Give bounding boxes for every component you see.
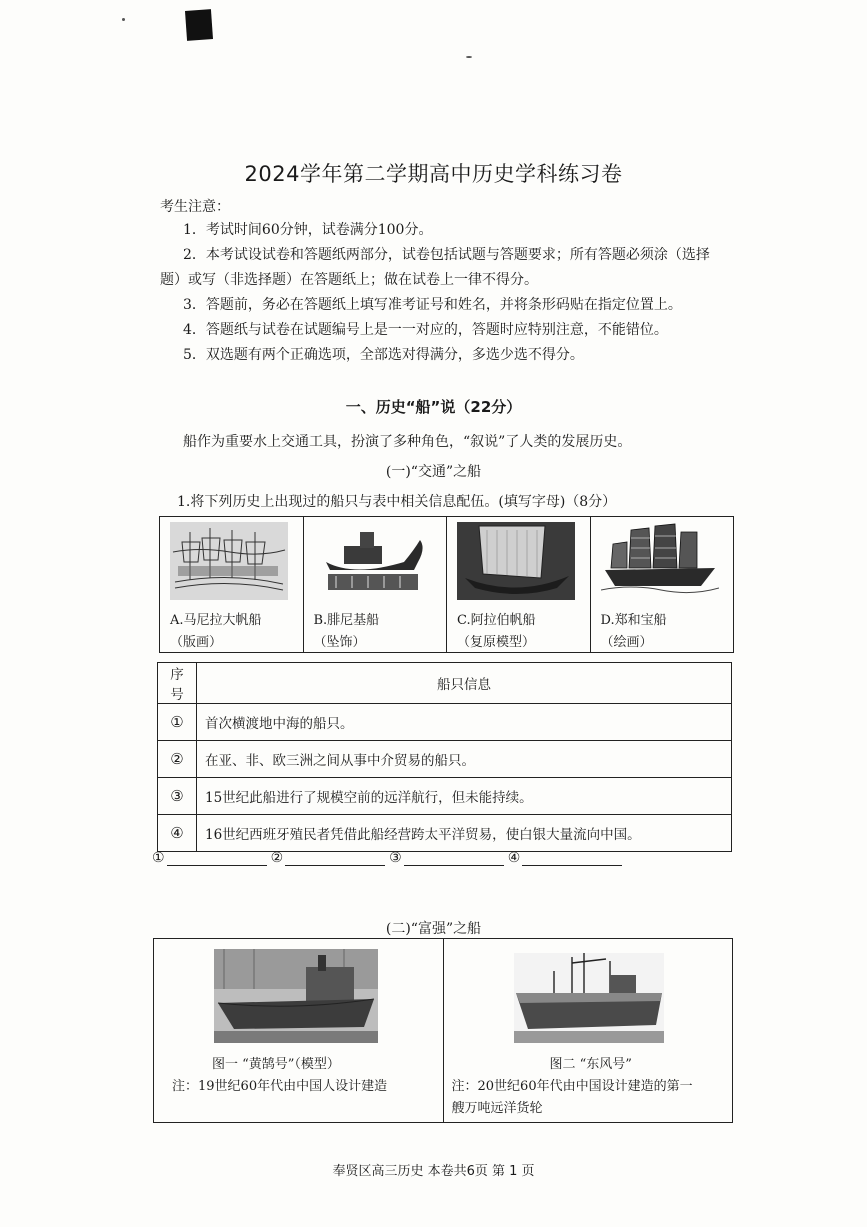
exam-title: 2024学年第二学期高中历史学科练习卷 bbox=[244, 162, 623, 186]
table-header: 船只信息 bbox=[197, 663, 732, 704]
figure-note: 艘万吨远洋货轮 bbox=[451, 1101, 543, 1116]
part2-title: (二)“富强”之船 bbox=[385, 921, 482, 937]
notice-rule: 4．答题纸与试卷在试题编号上是一一对应的，答题时应特别注意，不能错位。 bbox=[183, 322, 668, 338]
answer-marker: ③ bbox=[389, 850, 402, 866]
ship-caption bbox=[314, 610, 380, 654]
table-row bbox=[158, 704, 732, 741]
row-info: 15世纪此船进行了规模空前的远洋航行，但未能持续。 bbox=[197, 778, 732, 815]
figure-cell-1 bbox=[154, 939, 444, 1122]
figure-caption: 图二 “东风号” bbox=[549, 1057, 632, 1072]
question-1: 1.将下列历史上出现过的船只与表中相关信息配伍。(填写字母)（8分） bbox=[177, 494, 617, 510]
ship-label: B.腓尼基船 bbox=[313, 613, 380, 628]
ship-note: （版画） bbox=[170, 635, 223, 650]
ship-note: （坠饰） bbox=[313, 635, 366, 650]
row-number: ③ bbox=[158, 778, 197, 815]
ship-cell-d bbox=[591, 517, 734, 652]
row-info: 首次横渡地中海的船只。 bbox=[197, 704, 732, 741]
ship-cell-b bbox=[304, 517, 448, 652]
scan-corner-mark bbox=[185, 9, 213, 41]
treasure-ship-painting-icon bbox=[601, 522, 719, 600]
ship-info-table bbox=[157, 662, 732, 852]
ship-note: （复原模型） bbox=[457, 635, 536, 650]
section-intro: 船作为重要水上交通工具，扮演了多种角色，“叙说”了人类的发展历史。 bbox=[183, 434, 632, 450]
notice-rule: 2．本考试设试卷和答题纸两部分，试卷包括试题与答题要求；所有答题必须涂（选择 bbox=[183, 247, 710, 263]
answer-blank-4[interactable] bbox=[508, 850, 627, 866]
table-row bbox=[158, 778, 732, 815]
ship-cell-a bbox=[160, 517, 304, 652]
table-row bbox=[158, 741, 732, 778]
part1-title: (一)“交通”之船 bbox=[385, 464, 482, 480]
answer-marker: ② bbox=[270, 850, 284, 866]
answer-marker: ① bbox=[152, 850, 165, 866]
arab-dhow-model-icon bbox=[457, 522, 575, 600]
row-info: 在亚、非、欧三洲之间从事中介贸易的船只。 bbox=[197, 741, 732, 778]
steamboat-photo-icon bbox=[214, 949, 378, 1043]
ship-image-grid bbox=[159, 516, 734, 653]
answer-marker: ④ bbox=[507, 850, 521, 866]
answer-line bbox=[285, 851, 385, 866]
notice-rule: 题）或写（非选择题）在答题纸上；做在试卷上一律不得分。 bbox=[160, 272, 538, 288]
row-number: ② bbox=[158, 741, 197, 778]
answer-line bbox=[167, 851, 267, 866]
table-header: 序号 bbox=[158, 663, 197, 704]
figure-table bbox=[153, 938, 733, 1123]
answer-line bbox=[522, 851, 622, 866]
notice-rule: 3．答题前，务必在答题纸上填写准考证号和姓名，并将条形码贴在指定位置上。 bbox=[183, 297, 682, 313]
scan-speck bbox=[122, 18, 125, 21]
ship-note: （绘画） bbox=[600, 635, 653, 650]
scan-speck bbox=[466, 56, 472, 58]
row-number: ① bbox=[158, 704, 197, 741]
answer-blank-2[interactable] bbox=[271, 850, 390, 866]
ship-caption bbox=[457, 610, 536, 654]
table-row bbox=[158, 815, 732, 852]
page-footer: 奉贤区高三历史 本卷共6页 第 1 页 bbox=[332, 1164, 535, 1179]
section-title: 一、历史“船”说（22分） bbox=[345, 398, 522, 416]
row-info: 16世纪西班牙殖民者凭借此船经营跨太平洋贸易，使白银大量流向中国。 bbox=[197, 815, 732, 852]
phoenician-pendant-icon bbox=[314, 522, 432, 600]
ship-label: C.阿拉伯帆船 bbox=[457, 613, 536, 628]
figure-note: 注：19世纪60年代由中国人设计建造 bbox=[172, 1079, 388, 1094]
galleon-engraving-icon bbox=[170, 522, 288, 600]
figure-cell-2 bbox=[444, 939, 733, 1122]
notice-heading: 考生注意： bbox=[160, 199, 230, 215]
notice-rule: 1．考试时间60分钟，试卷满分100分。 bbox=[183, 222, 433, 238]
ship-label: D.郑和宝船 bbox=[600, 613, 667, 628]
answer-blank-1[interactable] bbox=[152, 850, 271, 866]
ship-caption bbox=[601, 610, 667, 654]
answer-line bbox=[404, 851, 504, 866]
figure-caption: 图一 “黄鹄号”（模型） bbox=[212, 1057, 340, 1072]
ship-cell-c bbox=[447, 517, 591, 652]
table-header-row bbox=[158, 663, 732, 704]
row-number: ④ bbox=[158, 815, 197, 852]
ship-caption bbox=[170, 610, 262, 654]
answer-blank-3[interactable] bbox=[389, 850, 508, 866]
ship-label: A.马尼拉大帆船 bbox=[170, 613, 262, 628]
cargo-ship-photo-icon bbox=[514, 953, 664, 1043]
notice-rule: 5．双选题有两个正确选项，全部选对得满分，多选少选不得分。 bbox=[183, 347, 584, 363]
answer-blanks bbox=[152, 850, 626, 866]
figure-note: 注：20世纪60年代由中国设计建造的第一 bbox=[451, 1079, 693, 1094]
